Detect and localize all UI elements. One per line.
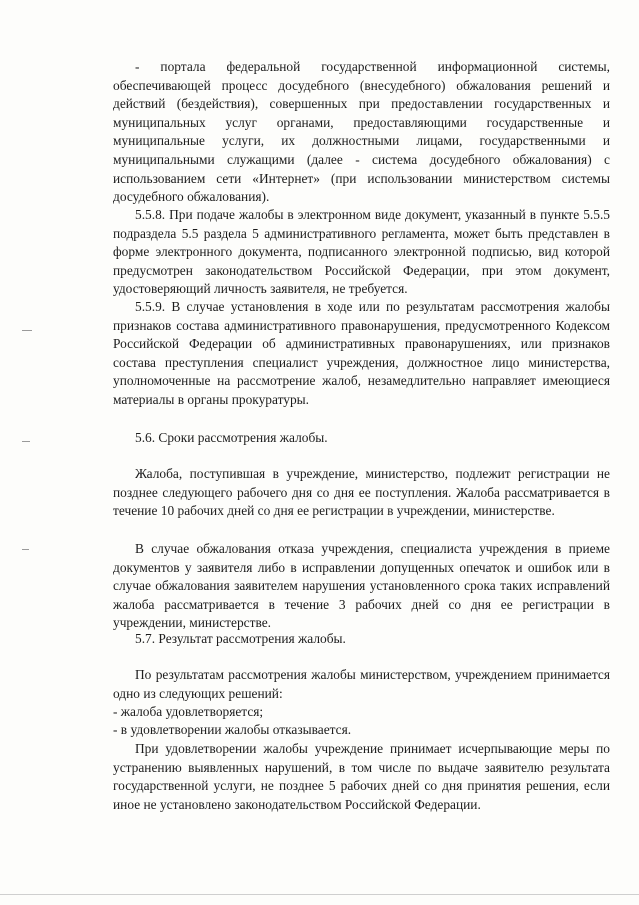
heading-5-6: 5.6. Сроки рассмотрения жалобы. — [135, 430, 328, 445]
list-item-refused: - в удовлетворении жалобы отказывается. — [113, 722, 352, 737]
paragraph-5-7-final: При удовлетворении жалобы учреждение принимает исчерпывающие меры по устранению выявленных нарушений, в том числе по выдаче заявителю результата государственной услуги, не позднее 5 рабочих дней со дня принятия решения, если иное не установлено законодательством Российской Федерации. — [113, 741, 610, 812]
page-bottom-edge — [0, 894, 639, 895]
margin-scan-mark — [22, 441, 30, 442]
margin-scan-mark — [22, 549, 29, 550]
list-item-satisfied: - жалоба удовлетворяется; — [113, 704, 264, 719]
margin-scan-mark — [22, 330, 32, 331]
paragraph-5-5-9: 5.5.9. В случае установления в ходе или по результатам рассмотрения жалобы признаков состава административного правонарушения, предусмотренного Кодексом Российской Федерации об административных правонарушениях, или признаков состава преступления специалист учреждения, должностное лицо министерства, уполномоченные на рассмотрение жалоб, незамедлительно направляет имеющиеся материалы в органы прокуратуры. — [113, 299, 610, 407]
paragraph-portal: - портала федеральной государственной информационной системы, обеспечивающей процесс досудебного (внесудебного) обжалования решений и действий (бездействия), совершенных при предоставлении государственных и муниципальных услуг органами, предоставляющими государственные и муниципальные услуги, их должностными лицами, государственными и муниципальными служащими (далее - система досудебного обжалования) с использованием сети «Интернет» (при использовании министерством системы досудебного обжалования). — [113, 59, 610, 205]
heading-5-7: 5.7. Результат рассмотрения жалобы. — [135, 631, 346, 646]
paragraph-5-6-refusal: В случае обжалования отказа учреждения, специалиста учреждения в приеме документов у заявителя либо в исправлении допущенных опечаток и ошибок или в случае обжалования заявителем нарушения установленного срока таких исправлений жалоба рассматривается в течение 3 рабочих дней со дня ее регистрации в учреждении, министерстве. — [113, 541, 610, 631]
paragraph-5-7-intro: По результатам рассмотрения жалобы министерством, учреждением принимается одно из следующих решений: — [113, 667, 610, 701]
paragraph-5-5-8: 5.5.8. При подаче жалобы в электронном виде документ, указанный в пункте 5.5.5 подраздела 5.5 раздела 5 административного регламента, может быть представлен в форме электронного документа, подписанного электронной подписью, вид которой предусмотрен законодательством Российской Федерации, при этом документ, удостоверяющий личность заявителя, не требуется. — [113, 207, 610, 297]
paragraph-5-6-registration: Жалоба, поступившая в учреждение, министерство, подлежит регистрации не позднее следующего рабочего дня со дня ее поступления. Жалоба рассматривается в течение 10 рабочих дней со дня ее регистрации в учреждении, министерстве. — [113, 466, 610, 519]
